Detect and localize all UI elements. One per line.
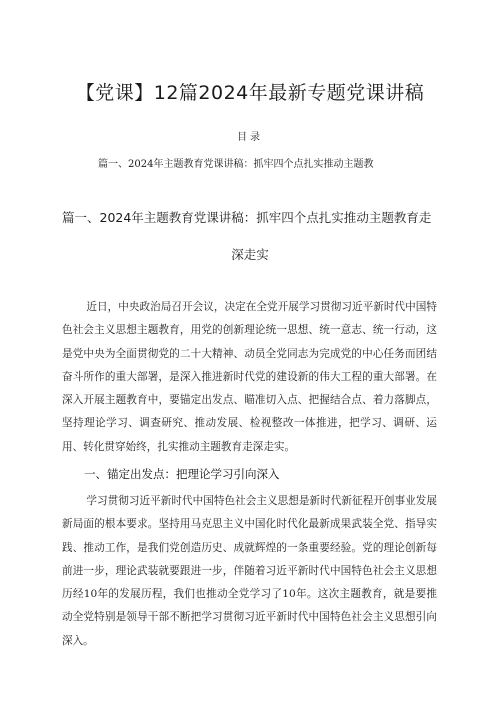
body-paragraph-1 (62, 296, 437, 459)
paragraph-text: 学习贯彻习近平新时代中国特色社会主义思想是新时代新征程开创事业发展新局面的根本要求。坚持用马克思主义中国化时代化最新成果武装全党、指导实践、推动工作，是我们党创造历史、成就辉煌的一条重要经验。党的理论创新每前进一步，理论武装就要跟进一步，伴随着习近平新时代中国特色社会主义思想历经10年的发展历程，我们也推动全党学习了10年。这次主题教育，就是要推动全党特别是领导干部不断把学习贯彻习近平新时代中国特色社会主义思想引向深入。 (62, 495, 437, 647)
section-title-continued: 深走实 (231, 247, 269, 262)
paragraph-text: 近日，中央政治局召开会议，决定在全党开展学习贯彻习近平新时代中国特色社会主义思想主题教育，用党的创新理论统一思想、统一意志、统一行动，这是党中央为全面贯彻党的二十大精神、动员全党同志为完成党的中心任务而团结奋斗所作的重大部署，是深入推进新时代党的建设新的伟大工程的重大部署。在深入开展主题教育中，要锚定出发点、瞄准切入点、把握结合点、着力落脚点，坚持理论学习、调查研究、推动发展、检视整改一体推进，把学习、调研、运用、转化贯穿始终，扎实推动主题教育走深走实。 (62, 301, 437, 453)
toc-item[interactable]: 篇一、2024年主题教育党课讲稿：抓牢四个点扎实推动主题教 (98, 159, 374, 170)
document-title: 【党课】12篇2024年最新专题党课讲稿 (75, 82, 425, 104)
subheading-1: 一、锚定出发点：把理论学习引向深入 (84, 467, 280, 481)
toc-heading: 目录 (237, 132, 263, 143)
section-title: 篇一、2024年主题教育党课讲稿：抓牢四个点扎实推动主题教育走 (62, 210, 432, 225)
body-paragraph-2 (62, 490, 437, 653)
